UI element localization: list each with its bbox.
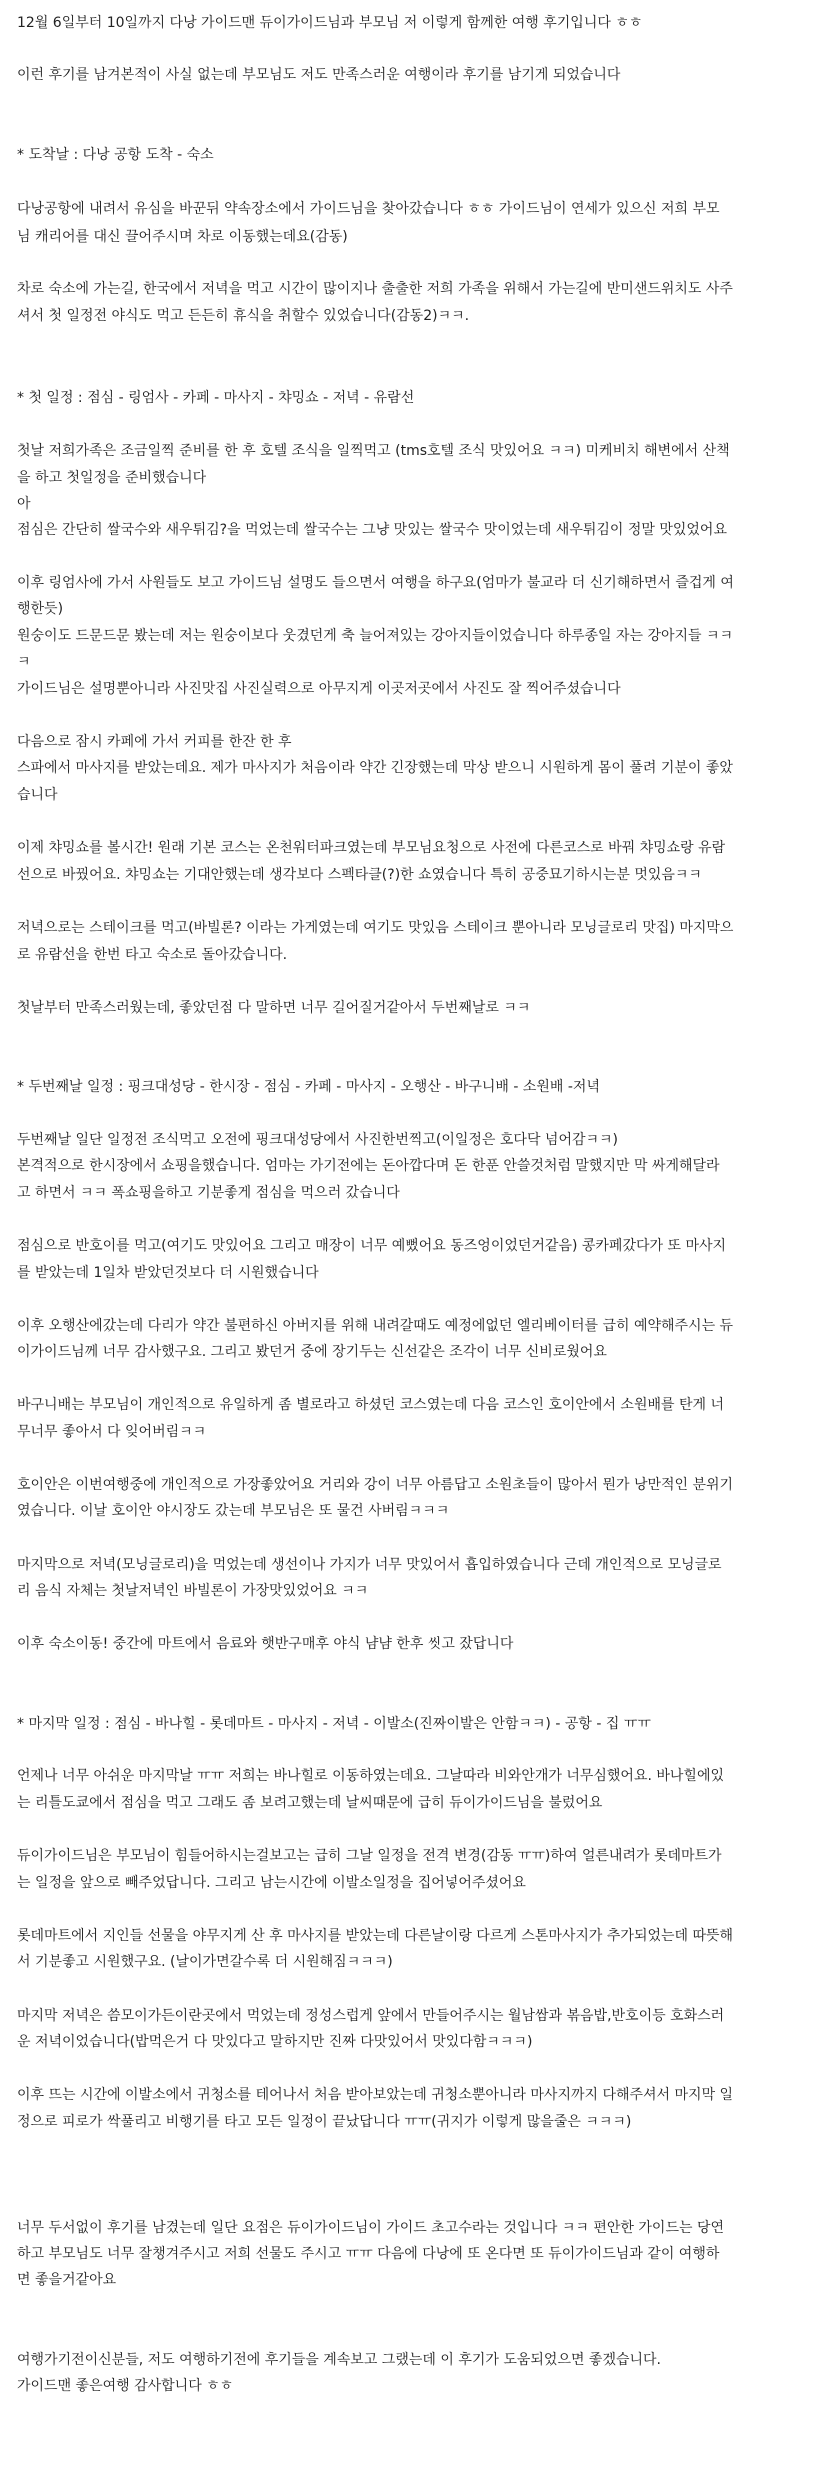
text-line: 이후 숙소이동! 중간에 마트에서 음료와 햇반구매후 야식 냠냠 한후 씻고 잤답니다 bbox=[17, 1636, 514, 1652]
text-line: 님 캐리어를 대신 끌어주시며 차로 이동했는데요(감동) bbox=[17, 229, 348, 245]
text-line: 이후 뜨는 시간에 이발소에서 귀청소를 테어나서 처음 받아보았는데 귀청소뿐아니라 마사지까지 다해주셔서 마지막 일 bbox=[17, 2087, 734, 2103]
text-line: 듀이가이드님은 부모님이 힘들어하시는걸보고는 급히 그날 일정을 전격 변경(감동 ㅠㅠ)하여 얼른내려가 롯데마트가 bbox=[17, 1848, 722, 1864]
section-heading: * 도착날 : 다낭 공항 도착 - 숙소 bbox=[17, 147, 214, 163]
text-line: 두번째날 일단 일정전 조식먹고 오전에 핑크대성당에서 사진한번찍고(이일정은 호다닥 넘어감ㅋㅋ) bbox=[17, 1132, 619, 1148]
text-line: 를 받았는데 1일차 받았던것보다 더 시원했습니다 bbox=[17, 1265, 319, 1281]
text-line: 는 리틀도쿄에서 점심을 먹고 그래도 좀 보려고했는데 날씨때문에 급히 듀이가이드님을 불렀어요 bbox=[17, 1795, 603, 1811]
text-line: 하고 부모님도 너무 잘챙겨주시고 저희 선물도 주시고 ㅠㅠ 다음에 다낭에 또 온다면 또 듀이가이드님과 같이 여행하 bbox=[17, 2246, 720, 2262]
text-line: 이런 후기를 남겨본적이 사실 없는데 부모님도 저도 만족스러운 여행이라 후기를 남기게 되었습니다 bbox=[17, 67, 621, 83]
text-line: 습니다 bbox=[17, 787, 58, 803]
text-line: 선으로 바꿨어요. 챠밍쇼는 기대안했는데 생각보다 스펙타클(?)한 쇼였습니다 특히 공중묘기하시는분 멋있음ㅋㅋ bbox=[17, 867, 702, 883]
text-line: 너무 두서없이 후기를 남겼는데 일단 요점은 듀이가이드님이 가이드 초고수라는 것입니다 ㅋㅋ 편안한 가이드는 당연 bbox=[17, 2220, 725, 2236]
text-line: 리 음식 자체는 첫날저녁인 바빌론이 가장맛있었어요 ㅋㅋ bbox=[17, 1583, 369, 1599]
text-line: 가이드맨 좋은여행 감사합니다 ㅎㅎ bbox=[17, 2378, 234, 2394]
text-line: 면 좋을거같아요 bbox=[17, 2272, 117, 2288]
text-line: 다낭공항에 내려서 유심을 바꾼뒤 약속장소에서 가이드님을 찾아갔습니다 ㅎㅎ 가이드님이 연세가 있으신 저희 부모 bbox=[17, 201, 720, 217]
section-heading: * 마지막 일정 : 점심 - 바나힐 - 롯데마트 - 마사지 - 저녁 - 이발소(진짜이발은 안함ㅋㅋ) - 공항 - 집 ㅠㅠ bbox=[17, 1716, 651, 1732]
text-line: 저녁으로는 스테이크를 먹고(바빌론? 이라는 가게였는데 여기도 맛있음 스테이크 뿐아니라 모닝글로리 맛집) 마지막으 bbox=[17, 920, 734, 936]
text-line: 첫날부터 만족스러웠는데, 좋았던점 다 말하면 너무 길어질거같아서 두번째날로 ㅋㅋ bbox=[17, 1000, 531, 1016]
text-line: 운 저녁이었습니다(밥먹은거 다 맛있다고 말하지만 진짜 다맛있어서 맛있다함ㅋㅋㅋ) bbox=[17, 2034, 533, 2050]
text-line: 본격적으로 한시장에서 쇼핑을했습니다. 엄마는 가기전에는 돈아깝다며 돈 한푼 안쓸것처럼 말했지만 막 싸게해달라 bbox=[17, 1158, 720, 1174]
text-line: ㅋ bbox=[17, 654, 31, 670]
text-line: 점심으로 반호이를 먹고(여기도 맛있어요 그리고 매장이 너무 예뻤어요 동즈엉이었던거같음) 콩카페갔다가 또 마사지 bbox=[17, 1238, 727, 1254]
text-line: 가이드님은 설명뿐아니라 사진맛집 사진실력으로 아무지게 이곳저곳에서 사진도 잘 찍어주셨습니다 bbox=[17, 681, 621, 697]
text-line: 이후 링엄사에 가서 사원들도 보고 가이드님 설명도 들으면서 여행을 하구요(엄마가 불교라 더 신기해하면서 즐겁게 여 bbox=[17, 575, 734, 591]
text-line: 바구니배는 부모님이 개인적으로 유일하게 좀 별로라고 하셨던 코스였는데 다음 코스인 호이안에서 소원배를 탄게 너 bbox=[17, 1397, 725, 1413]
text-line: 셔서 첫 일정전 야식도 먹고 든든히 휴식을 취할수 있었습니다(감동2)ㅋㅋ. bbox=[17, 308, 470, 324]
text-line: 롯데마트에서 지인들 선물을 야무지게 산 후 마사지를 받았는데 다른날이랑 다르게 스톤마사지가 추가되었는데 따뜻해 bbox=[17, 1928, 734, 1944]
section-heading: * 두번째날 일정 : 핑크대성당 - 한시장 - 점심 - 카페 - 마사지 - 오행산 - 바구니배 - 소원배 -저녁 bbox=[17, 1079, 600, 1095]
text-line: 스파에서 마사지를 받았는데요. 제가 마사지가 처음이라 약간 긴장했는데 막상 받으니 시원하게 몸이 풀려 기분이 좋았 bbox=[17, 760, 733, 776]
text-line: 마지막으로 저녁(모닝글로리)을 먹었는데 생선이나 가지가 너무 맛있어서 흡입하였습니다 근데 개인적으로 모닝글로 bbox=[17, 1557, 722, 1573]
text-line: 이후 오행산에갔는데 다리가 약간 불편하신 아버지를 위해 내려갈때도 예정에없던 엘리베이터를 급히 예약해주시는 듀 bbox=[17, 1318, 734, 1334]
text-line: 첫날 저희가족은 조금일찍 준비를 한 후 호텔 조식을 일찍먹고 (tms호텔 조식 맛있어요 ㅋㅋ) 미케비치 해변에서 산책 bbox=[17, 443, 730, 459]
text-line: 차로 숙소에 가는길, 한국에서 저녁을 먹고 시간이 많이지나 출출한 저희 가족을 위해서 가는길에 반미샌드위치도 사주 bbox=[17, 281, 733, 297]
text-line: 행한듯) bbox=[17, 601, 64, 617]
text-line: 을 하고 첫일정을 준비했습니다 bbox=[17, 470, 207, 486]
text-line: 이제 챠밍쇼를 볼시간! 원래 기본 코스는 온천워터파크였는데 부모님요청으로 사전에 다른코스로 바꿔 챠밍쇼랑 유람 bbox=[17, 840, 726, 856]
text-line: 고 하면서 ㅋㅋ 폭쇼핑을하고 기분좋게 점심을 먹으러 갔습니다 bbox=[17, 1185, 400, 1201]
text-line: 점심은 간단히 쌀국수와 새우튀김?을 먹었는데 쌀국수는 그냥 맛있는 쌀국수 맛이었는데 새우튀김이 정말 맛있었어요 bbox=[17, 522, 727, 538]
text-line: 무너무 좋아서 다 잊어버림ㅋㅋ bbox=[17, 1424, 207, 1440]
text-line: 마지막 저녁은 씀모이가든이란곳에서 먹었는데 정성스럽게 앞에서 만들어주시는 월남쌈과 볶음밥,반호이등 호화스러 bbox=[17, 2008, 725, 2024]
text-line: 언제나 너무 아쉬운 마지막날 ㅠㅠ 저희는 바나힐로 이동하였는데요. 그날따라 비와안개가 너무심했어요. 바나힐에있 bbox=[17, 1768, 725, 1784]
text-line: 호이안은 이번여행중에 개인적으로 가장좋았어요 거리와 강이 너무 아름답고 소원초들이 많아서 뭔가 낭만적인 분위기 bbox=[17, 1477, 734, 1493]
text-line: 로 유람선을 한번 타고 숙소로 돌아갔습니다. bbox=[17, 947, 288, 963]
text-line: 다음으로 잠시 카페에 가서 커피를 한잔 한 후 bbox=[17, 734, 292, 750]
text-line: 여행가기전이신분들, 저도 여행하기전에 후기들을 계속보고 그랬는데 이 후기가 도움되었으면 좋겠습니다. bbox=[17, 2352, 662, 2368]
text-line: 정으로 피로가 싹풀리고 비행기를 타고 모든 일정이 끝났답니다 ㅠㅠ(귀지가 이렇게 많을줄은 ㅋㅋㅋ) bbox=[17, 2114, 632, 2130]
text-line: 원숭이도 드문드문 봤는데 저는 원숭이보다 웃겼던게 축 늘어져있는 강아지들이었습니다 하루종일 자는 강아지들 ㅋㅋ bbox=[17, 628, 734, 644]
text-line: 12월 6일부터 10일까지 다낭 가이드맨 듀이가이드님과 부모님 저 이렇게 함께한 여행 후기입니다 ㅎㅎ bbox=[17, 15, 643, 31]
text-line: 서 기분좋고 시원했구요. (날이가면갈수록 더 시원해짐ㅋㅋㅋ) bbox=[17, 1954, 393, 1970]
text-line: 아 bbox=[17, 496, 31, 512]
section-heading: * 첫 일정 : 점심 - 링엄사 - 카페 - 마사지 - 챠밍쇼 - 저녁 - 유람선 bbox=[17, 390, 415, 406]
text-line: 이가이드님께 너무 감사했구요. 그리고 봤던거 중에 장기두는 신선같은 조각이 너무 신비로웠어요 bbox=[17, 1344, 607, 1360]
text-line: 였습니다. 이날 호이안 야시장도 갔는데 부모님은 또 물건 사버림ㅋㅋㅋ bbox=[17, 1503, 450, 1519]
text-line: 는 일정을 앞으로 빼주었답니다. 그리고 남는시간에 이발소일정을 집어넣어주셨어요 bbox=[17, 1875, 526, 1891]
